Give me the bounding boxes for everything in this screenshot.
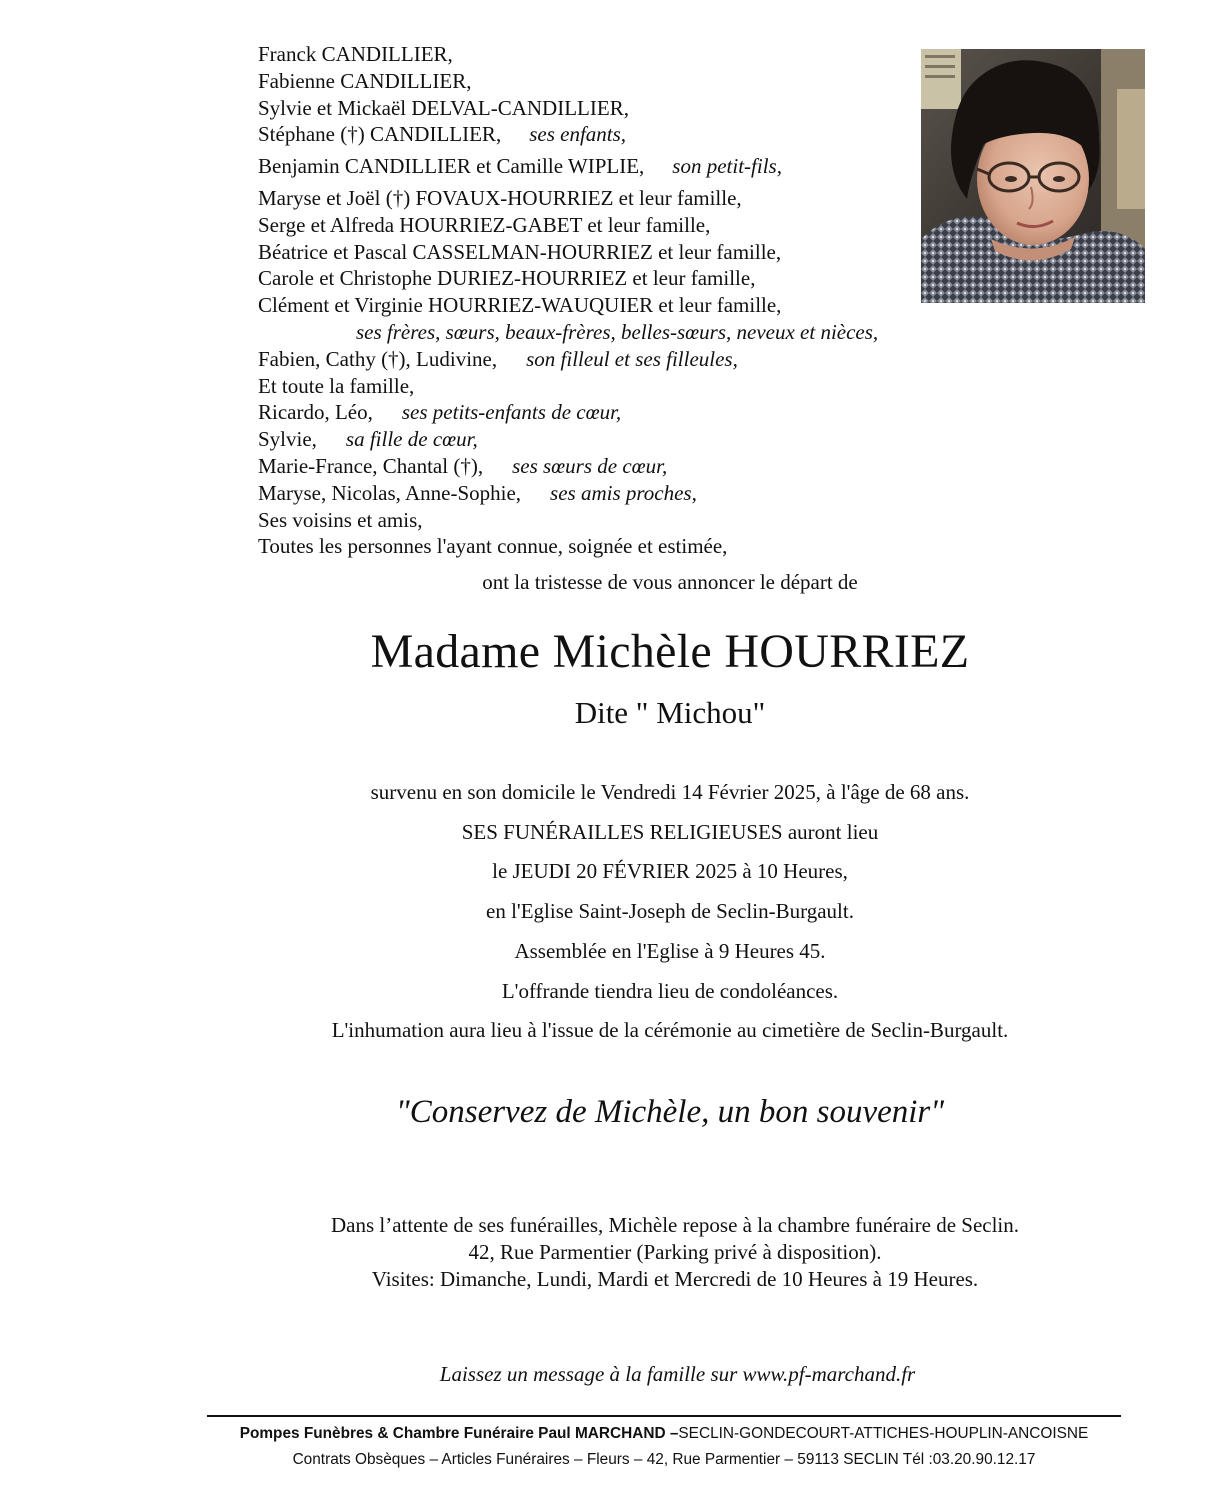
footer-divider <box>207 1415 1121 1417</box>
heart-daughter-name: Sylvie, <box>258 427 317 452</box>
family-grandson-row <box>258 153 878 180</box>
memorial-quote: "Conservez de Michèle, un bon souvenir" <box>395 1094 945 1130</box>
family-child-row: Franck CANDILLIER, <box>258 42 453 66</box>
family-sibling-row: Serge et Alfreda HOURRIEZ-GABET et leur famille, <box>258 212 711 237</box>
announcement: ont la tristesse de vous annoncer le départ de <box>482 570 858 594</box>
family-sibling-row: Carole et Christophe DURIEZ-HOURRIEZ et leur famille, <box>258 266 756 291</box>
footer-towns: SECLIN-GONDECOURT-ATTICHES-HOUPLIN-ANCOISNE <box>678 1425 1089 1442</box>
footer-company: Pompes Funèbres & Chambre Funéraire Paul MARCHAND – <box>239 1425 679 1442</box>
footer-company-line <box>0 1425 1214 1443</box>
family-child-row: Fabienne CANDILLIER, <box>258 68 472 93</box>
family-godchildren-row <box>258 346 878 373</box>
family-sibling-row: Clément et Virginie HOURRIEZ-WAUQUIER et leur famille, <box>258 293 782 318</box>
heart-sisters-role: ses sœurs de cœur, <box>512 453 668 478</box>
grandson-role: son petit-fils, <box>672 154 782 179</box>
portrait-illustration <box>921 49 1145 303</box>
family-child-row: Sylvie et Mickaël DELVAL-CANDILLIER, <box>258 95 629 120</box>
portrait-photo <box>921 49 1145 303</box>
family-everyone-row: Toutes les personnes l'ayant connue, soignée et estimée, <box>258 534 728 559</box>
rest-line: 42, Rue Parmentier (Parking privé à disposition). <box>468 1239 882 1264</box>
detail-line: L'inhumation aura lieu à l'issue de la cérémonie au cimetière de Seclin-Burgault. <box>331 1018 1009 1043</box>
close-friends-role: ses amis proches, <box>550 480 697 505</box>
heart-daughter-role: sa fille de cœur, <box>345 427 478 452</box>
detail-line: en l'Eglise Saint-Joseph de Seclin-Burgault. <box>486 899 854 924</box>
family-list <box>258 41 878 560</box>
heart-grandchildren-names: Ricardo, Léo, <box>258 400 373 425</box>
funeral-details <box>0 773 1214 1051</box>
detail-line: L'offrande tiendra lieu de condoléances. <box>501 978 839 1003</box>
footer-contact-line: Contrats Obsèques – Articles Funéraires – Fleurs – 42, Rue Parmentier – 59113 SECLIN Tél :03.20.90.12.17 <box>292 1451 1036 1468</box>
heart-sisters-names: Marie-France, Chantal (†), <box>258 453 484 478</box>
close-friends-names: Maryse, Nicolas, Anne-Sophie, <box>258 480 522 505</box>
deceased-nickname: Dite " Michou" <box>574 695 766 730</box>
rest-line: Dans l’attente de ses funérailles, Michèle repose à la chambre funéraire de Seclin. <box>330 1213 1020 1237</box>
siblings-role: ses frères, sœurs, beaux-frères, belles-sœurs, neveux et nièces, <box>356 319 879 344</box>
detail-line: le JEUDI 20 FÉVRIER 2025 à 10 Heures, <box>492 859 848 884</box>
deceased-name: Madame Michèle HOURRIEZ <box>370 625 970 678</box>
children-role: ses enfants, <box>529 122 627 147</box>
grandson-name: Benjamin CANDILLIER et Camille WIPLIE, <box>258 154 645 179</box>
rest-line: Visites: Dimanche, Lundi, Mardi et Mercredi de 10 Heures à 19 Heures. <box>371 1266 979 1291</box>
rest-information <box>30 1212 1214 1292</box>
family-sibling-row: Béatrice et Pascal CASSELMAN-HOURRIEZ et leur famille, <box>258 239 782 264</box>
family-child-row <box>258 121 878 148</box>
family-close-friends-row <box>258 480 878 507</box>
family-sibling-row: Maryse et Joël (†) FOVAUX-HOURRIEZ et leur famille, <box>258 185 742 210</box>
child-name: Stéphane (†) CANDILLIER, <box>258 122 502 147</box>
family-heart-sisters-row <box>258 453 878 480</box>
family-whole-row: Et toute la famille, <box>258 373 415 398</box>
family-neighbours-row: Ses voisins et amis, <box>258 507 423 532</box>
heart-grandchildren-role: ses petits-enfants de cœur, <box>401 400 622 425</box>
godchildren-role: son filleul et ses filleules, <box>526 346 738 371</box>
family-heart-grandchildren-row <box>258 399 878 426</box>
godchildren-names: Fabien, Cathy (†), Ludivine, <box>258 346 498 371</box>
family-heart-daughter-row <box>258 426 878 453</box>
detail-line: survenu en son domicile le Vendredi 14 Février 2025, à l'âge de 68 ans. <box>370 780 970 804</box>
message-link[interactable]: Laissez un message à la famille sur www.pf-marchand.fr <box>439 1362 916 1386</box>
detail-line: SES FUNÉRAILLES RELIGIEUSES auront lieu <box>461 819 879 844</box>
detail-line: Assemblée en l'Eglise à 9 Heures 45. <box>514 938 826 963</box>
